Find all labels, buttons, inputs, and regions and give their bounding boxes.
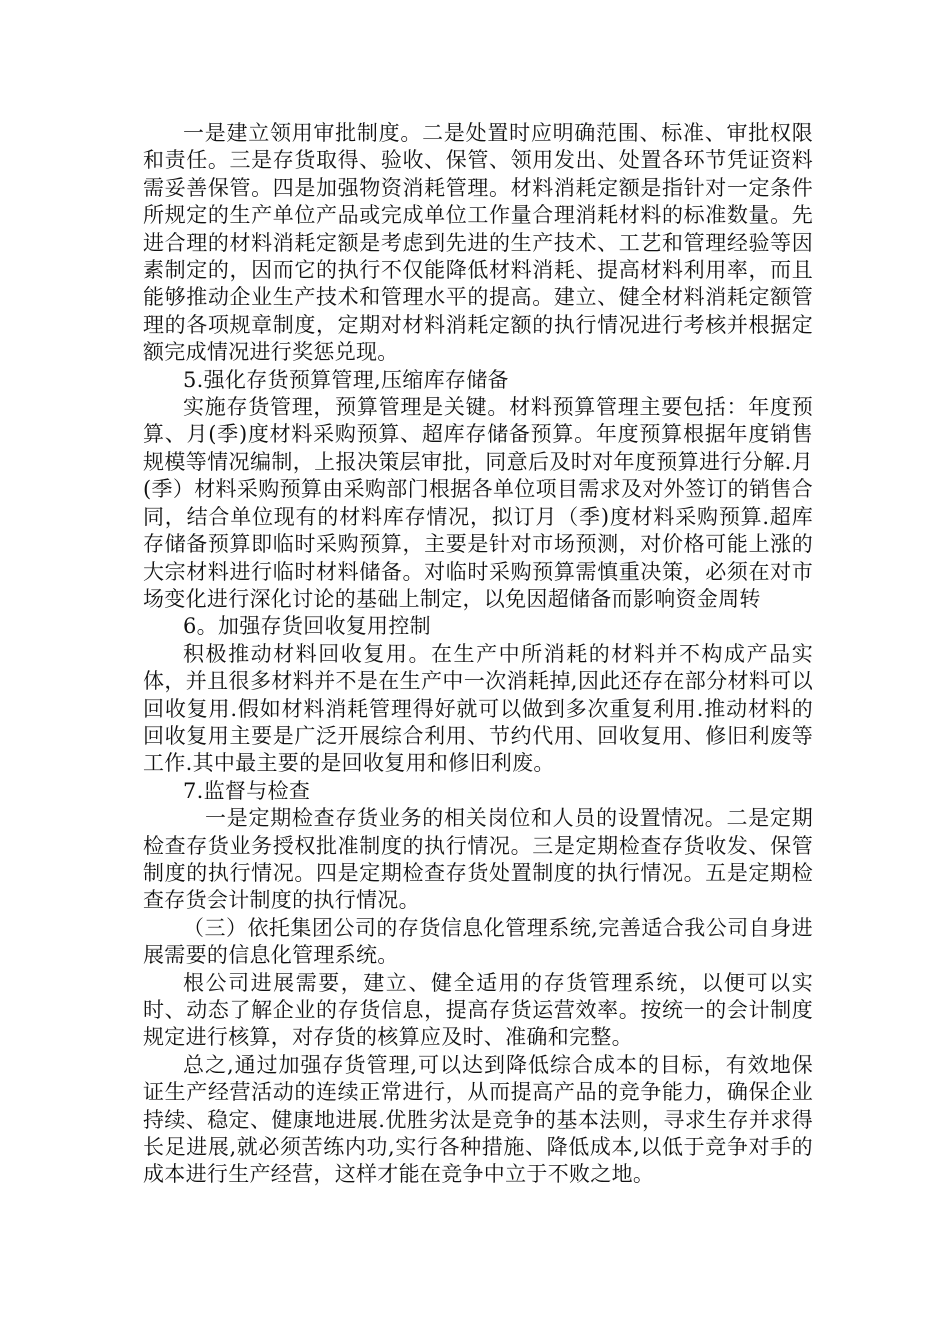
heading-recycling-control: 6。加强存货回收复用控制 xyxy=(183,614,431,639)
paragraph-conclusion: 总之,通过加强存货管理,可以达到降低综合成本的目标，有效地保证生产经营活动的连续正常进行，从而提高产品的竞争能力，确保企业持续、稳定、健康地进展.优胜劣汰是竞争的基本法则，寻求生存并求得长足进展,就必须苦练内功,实行各种措施、降低成本,以低于竞争对手的成本进行生产经营，这样才能在竞争中立于不败之地。 xyxy=(143,1052,813,1187)
paragraph-information-system: 根公司进展需要，建立、健全适用的存货管理系统，以便可以实时、动态了解企业的存货信息，提高存货运营效率。按统一的会计制度规定进行核算，对存货的核算应及时、准确和完整。 xyxy=(143,970,813,1050)
heading-information-system: （三）依托集团公司的存货信息化管理系统,完善适合我公司自身进展需要的信息化管理系统。 xyxy=(143,915,813,968)
heading-supervision: 7.监督与检查 xyxy=(183,778,311,803)
paragraph-inventory-controls: 一是建立领用审批制度。二是处置时应明确范围、标准、审批权限和责任。三是存货取得、验收、保管、领用发出、处置各环节凭证资料需妥善保管。四是加强物资消耗管理。材料消耗定额是指针对一定条件所规定的生产单位产品或完成单位工作量合理消耗材料的标准数量。先进合理的材料消耗定额是考虑到先进的生产技术、工艺和管理经验等因素制定的，因而它的执行不仅能降低材料消耗、提高材料利用率，而且能够推动企业生产技术和管理水平的提高。建立、健全材料消耗定额管理的各项规章制度，定期对材料消耗定额的执行情况进行考核并根据定额完成情况进行奖惩兑现。 xyxy=(143,121,813,365)
paragraph-budget-management: 实施存货管理，预算管理是关键。材料预算管理主要包括：年度预算、月(季)度材料采购预算、超库存储备预算。年度预算根据年度销售规模等情况编制，上报决策层审批，同意后及时对年度预算进行分解.月(季）材料采购预算由采购部门根据各单位项目需求及对外签订的销售合同，结合单位现有的材料库存情况，拟订月（季)度材料采购预算.超库存储备预算即临时采购预算，主要是针对市场预测，对价格可能上涨的大宗材料进行临时材料储备。对临时采购预算需慎重决策，必须在对市场变化进行深化讨论的基础上制定，以免因超储备而影响资金周转 xyxy=(143,395,813,611)
paragraph-recycling-control: 积极推动材料回收复用。在生产中所消耗的材料并不构成产品实体，并且很多材料并不是在生产中一次消耗掉,因此还存在部分材料可以回收复用.假如材料消耗管理得好就可以做到多次重复利用.推动材料的回收复用主要是广泛开展综合利用、节约代用、回收复用、修旧利废等工作.其中最主要的是回收复用和修旧利废。 xyxy=(143,641,813,776)
document-body xyxy=(143,120,813,1189)
heading-budget-management: 5.强化存货预算管理,压缩库存储备 xyxy=(183,367,509,392)
paragraph-supervision: 一是定期检查存货业务的相关岗位和人员的设置情况。二是定期检查存货业务授权批准制度的执行情况。三是定期检查存货收发、保管制度的执行情况。四是定期检查存货处置制度的执行情况。五是定期检查存货会计制度的执行情况。 xyxy=(143,806,813,913)
